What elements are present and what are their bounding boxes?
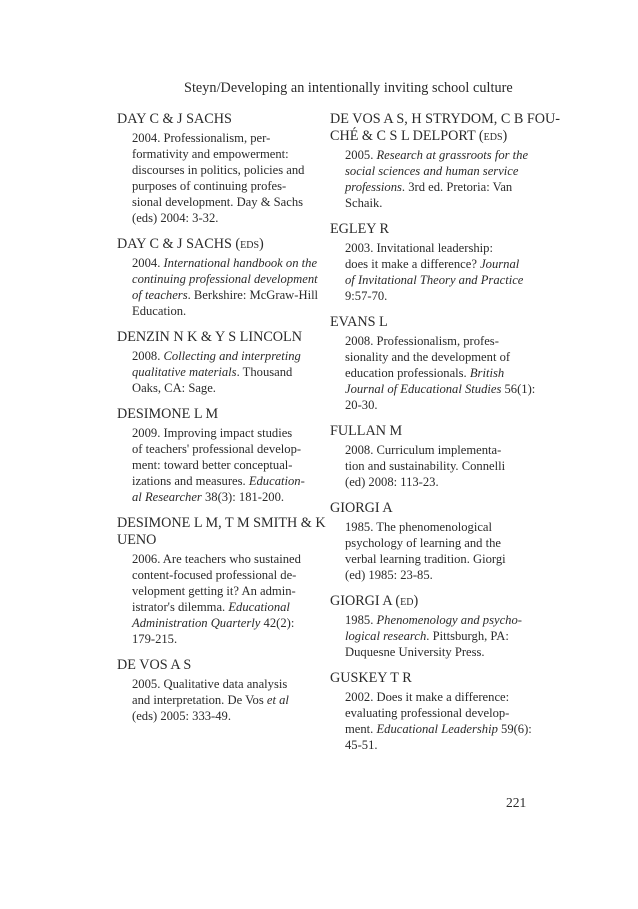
reference-segment: 2008. [132, 349, 164, 363]
reference-segment: (eds) 2005: 333-49. [132, 709, 231, 723]
author-line: UENO [117, 532, 157, 548]
author-line: EVANS L [330, 314, 388, 330]
author-line: GIORGI A [330, 500, 393, 516]
reference-segment: content-focused professional de- [132, 568, 297, 582]
reference-text [330, 147, 537, 211]
author-line: CHÉ & C S L DELPORT (eds) [330, 128, 508, 144]
reference-line [345, 628, 537, 644]
reference-line [132, 583, 324, 599]
author-line: GIORGI A (ed) [330, 593, 419, 609]
reference-entry [330, 500, 537, 583]
reference-entry [117, 329, 324, 396]
reference-line [345, 442, 537, 458]
reference-segment: 1985. The phenomenological [345, 520, 493, 534]
reference-segment: istrator's dilemma. [132, 600, 229, 614]
reference-segment: evaluating professional develop- [345, 706, 510, 720]
reference-segment: . Berkshire: McGraw-Hill [187, 288, 319, 302]
reference-line [345, 474, 537, 490]
reference-author [330, 593, 537, 610]
reference-line [132, 380, 324, 396]
reference-title-segment: qualitative materials [132, 365, 237, 379]
reference-entry [330, 221, 537, 304]
reference-line [132, 599, 324, 615]
reference-column-left [117, 111, 324, 734]
reference-entry [117, 657, 324, 724]
reference-title-segment: of teachers [132, 288, 188, 302]
reference-line [345, 689, 537, 705]
page-number: 221 [506, 795, 527, 810]
reference-line [345, 737, 537, 753]
reference-author [330, 500, 537, 517]
reference-segment: 2008. Professionalism, profes- [345, 334, 499, 348]
reference-line [345, 288, 537, 304]
reference-segment: 59(6): [497, 722, 532, 736]
reference-line [345, 705, 537, 721]
reference-segment: izations and measures. [132, 474, 249, 488]
reference-entry [330, 593, 537, 660]
reference-segment: sionality and the development of [345, 350, 511, 364]
reference-segment: 2004. [132, 256, 164, 270]
reference-segment: 45-51. [345, 738, 378, 752]
reference-author [117, 111, 324, 128]
reference-segment: ment. [345, 722, 377, 736]
reference-line [345, 333, 537, 349]
reference-segment: 1985. [345, 613, 377, 627]
reference-line [132, 425, 324, 441]
reference-line [345, 272, 537, 288]
reference-segment: purposes of continuing profes- [132, 179, 287, 193]
author-line: DESIMONE L M [117, 406, 219, 422]
reference-text [330, 612, 537, 660]
reference-line [345, 551, 537, 567]
reference-line [345, 612, 537, 628]
reference-segment: Education. [132, 304, 187, 318]
reference-title-segment: logical research [345, 629, 427, 643]
reference-title-segment: et al [266, 693, 289, 707]
reference-title-segment: Journal [480, 257, 520, 271]
reference-line [132, 615, 324, 631]
reference-segment: 2005. [345, 148, 377, 162]
reference-line [345, 397, 537, 413]
reference-segment: 179-215. [132, 632, 178, 646]
reference-text [117, 130, 324, 226]
reference-segment: (ed) 2008: 113-23. [345, 475, 439, 489]
reference-segment: 38(3): 181-200. [201, 490, 285, 504]
reference-entry [330, 423, 537, 490]
reference-line [132, 271, 324, 287]
reference-segment: 2006. Are teachers who sustained [132, 552, 301, 566]
reference-line [132, 194, 324, 210]
reference-column-right [330, 111, 560, 763]
reference-line [345, 349, 537, 365]
reference-line [345, 535, 537, 551]
reference-author [117, 515, 324, 549]
reference-line [345, 195, 537, 211]
reference-line [345, 381, 537, 397]
reference-title-segment: Educational Leadership [376, 722, 498, 736]
reference-line [345, 644, 537, 660]
reference-segment: tion and sustainability. Connelli [345, 459, 506, 473]
reference-entry [117, 236, 324, 319]
reference-title-segment: Administration Quarterly [132, 616, 261, 630]
reference-text [330, 240, 537, 304]
author-line: DAY C & J SACHS [117, 111, 232, 127]
reference-author [330, 670, 537, 687]
reference-segment: of teachers' professional develop- [132, 442, 302, 456]
author-line: FULLAN M [330, 423, 403, 439]
reference-line [132, 287, 324, 303]
reference-title-segment: of Invitational Theory and Practice [345, 273, 524, 287]
reference-line [345, 721, 537, 737]
reference-title-segment: Collecting and interpreting [163, 349, 301, 363]
reference-entry [117, 406, 324, 505]
reference-line [132, 210, 324, 226]
reference-text [117, 255, 324, 319]
reference-segment: . 3rd ed. Pretoria: Van [401, 180, 513, 194]
reference-line [345, 179, 537, 195]
author-line: EGLEY R [330, 221, 389, 237]
reference-text [117, 425, 324, 505]
reference-author [117, 329, 324, 346]
reference-segment: formativity and empowerment: [132, 147, 289, 161]
reference-line [132, 441, 324, 457]
reference-segment: 2009. Improving impact studies [132, 426, 293, 440]
reference-title-segment: social sciences and human service [345, 164, 519, 178]
reference-author [330, 111, 560, 145]
reference-line [132, 162, 324, 178]
reference-segment: 56(1): [501, 382, 536, 396]
reference-segment: 42(2): [260, 616, 295, 630]
reference-line [132, 146, 324, 162]
reference-text [117, 348, 324, 396]
reference-title-segment: al Researcher [132, 490, 202, 504]
reference-segment: 2005. Qualitative data analysis [132, 677, 288, 691]
reference-line [132, 551, 324, 567]
reference-line [132, 489, 324, 505]
author-line: DE VOS A S [117, 657, 192, 673]
reference-text [330, 442, 537, 490]
reference-segment: Duquesne University Press. [345, 645, 485, 659]
reference-title-segment: British [469, 366, 505, 380]
reference-title-segment: Education- [248, 474, 305, 488]
reference-entry [330, 670, 537, 753]
reference-line [132, 676, 324, 692]
reference-line [132, 631, 324, 647]
reference-segment: Oaks, CA: Sage. [132, 381, 216, 395]
reference-segment: 2002. Does it make a difference: [345, 690, 510, 704]
reference-line [132, 178, 324, 194]
reference-author [117, 657, 324, 674]
reference-line [132, 364, 324, 380]
reference-title-segment: continuing professional development [132, 272, 318, 286]
author-line: GUSKEY T R [330, 670, 412, 686]
reference-line [132, 130, 324, 146]
reference-segment: Schaik. [345, 196, 383, 210]
reference-line [345, 240, 537, 256]
reference-segment: 2003. Invitational leadership: [345, 241, 493, 255]
reference-line [132, 692, 324, 708]
reference-line [132, 473, 324, 489]
reference-segment: . Thousand [236, 365, 293, 379]
reference-title-segment: Phenomenology and psycho- [376, 613, 522, 627]
reference-author [117, 406, 324, 423]
reference-segment: 2004. Professionalism, per- [132, 131, 271, 145]
reference-line [345, 163, 537, 179]
reference-line [345, 567, 537, 583]
reference-line [345, 458, 537, 474]
reference-line [132, 303, 324, 319]
reference-title-segment: International handbook on the [163, 256, 318, 270]
reference-author [117, 236, 324, 253]
reference-line [345, 256, 537, 272]
reference-segment: 9:57-70. [345, 289, 388, 303]
reference-line [345, 147, 537, 163]
author-line: DESIMONE L M, T M SMITH & K [117, 515, 326, 531]
author-line: DAY C & J SACHS (eds) [117, 236, 264, 252]
reference-entry [117, 515, 324, 647]
running-header: Steyn/Developing an intentionally inviting school culture [184, 80, 513, 96]
reference-segment: education professionals. [345, 366, 470, 380]
reference-line [132, 255, 324, 271]
author-line: DENZIN N K & Y S LINCOLN [117, 329, 302, 345]
reference-author [330, 314, 537, 331]
reference-line [132, 708, 324, 724]
reference-text [330, 333, 537, 413]
reference-segment: 2008. Curriculum implementa- [345, 443, 502, 457]
reference-author [330, 221, 537, 238]
reference-segment: verbal learning tradition. Giorgi [345, 552, 506, 566]
reference-entry [330, 111, 560, 211]
reference-text [117, 676, 324, 724]
reference-text [330, 519, 537, 583]
reference-segment: 20-30. [345, 398, 378, 412]
reference-line [132, 457, 324, 473]
reference-title-segment: professions [345, 180, 402, 194]
reference-segment: does it make a difference? [345, 257, 481, 271]
reference-title-segment: Educational [228, 600, 290, 614]
reference-text [330, 689, 537, 753]
reference-segment: ment: toward better conceptual- [132, 458, 293, 472]
reference-segment: and interpretation. De Vos [132, 693, 267, 707]
author-line: DE VOS A S, H STRYDOM, C B FOU- [330, 111, 560, 127]
reference-title-segment: Journal of Educational Studies [345, 382, 502, 396]
reference-segment: velopment getting it? An admin- [132, 584, 296, 598]
reference-text [117, 551, 324, 647]
reference-segment: (eds) 2004: 3-32. [132, 211, 219, 225]
reference-segment: . Pittsburgh, PA: [426, 629, 509, 643]
reference-segment: (ed) 1985: 23-85. [345, 568, 433, 582]
reference-line [132, 567, 324, 583]
reference-segment: psychology of learning and the [345, 536, 501, 550]
reference-entry [330, 314, 537, 413]
reference-line [132, 348, 324, 364]
reference-segment: discourses in politics, policies and [132, 163, 305, 177]
reference-title-segment: Research at grassroots for the [376, 148, 529, 162]
reference-segment: sional development. Day & Sachs [132, 195, 304, 209]
reference-author [330, 423, 537, 440]
reference-entry [117, 111, 324, 226]
reference-line [345, 519, 537, 535]
reference-line [345, 365, 537, 381]
